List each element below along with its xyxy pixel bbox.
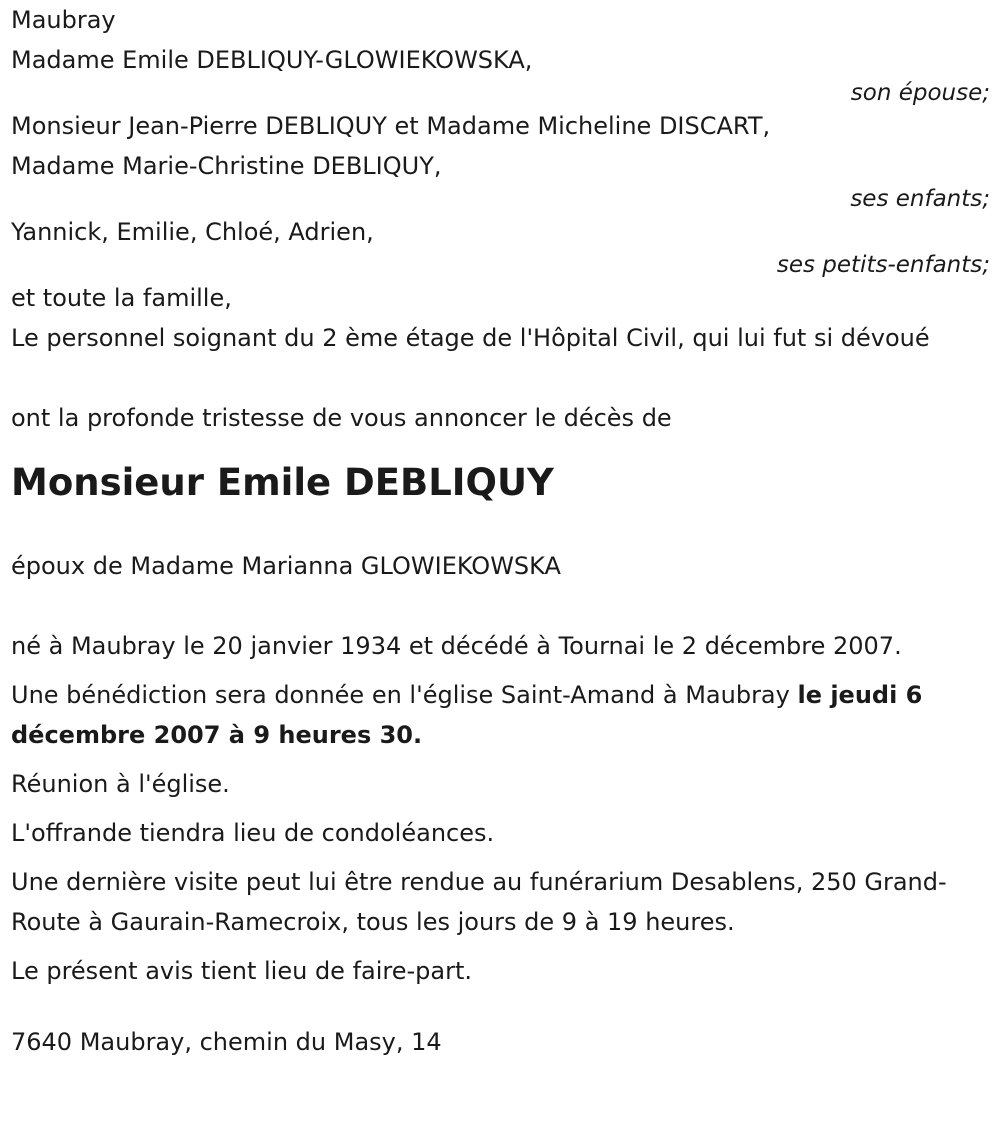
deceased-name: Monsieur Emile DEBLIQUY bbox=[11, 461, 554, 504]
place-header: Maubray bbox=[11, 6, 116, 34]
spouse-line: Madame Emile DEBLIQUY-GLOWIEKOWSKA, bbox=[11, 46, 533, 74]
grandchildren-line: Yannick, Emilie, Chloé, Adrien, bbox=[11, 218, 374, 246]
spouse-role: son épouse; bbox=[850, 80, 990, 106]
ceremony-text: Une bénédiction sera donnée en l'église Saint-Amand à Maubray bbox=[11, 681, 798, 709]
family-line: et toute la famille, bbox=[11, 284, 232, 312]
grandchildren-role: ses petits-enfants; bbox=[776, 252, 990, 278]
staff-line: Le personnel soignant du 2 ème étage de l'Hôpital Civil, qui lui fut si dévoué bbox=[11, 324, 930, 352]
ceremony-paragraph bbox=[11, 675, 990, 755]
visit-paragraph: Une dernière visite peut lui être rendue au funérarium Desablens, 250 Grand-Route à Gaurain-Ramecroix, tous les jours de 9 à 19 heures. bbox=[11, 868, 947, 936]
offering-line: L'offrande tiendra lieu de condoléances. bbox=[11, 819, 495, 847]
children-role: ses enfants; bbox=[850, 186, 990, 212]
children-line-1: Monsieur Jean-Pierre DEBLIQUY et Madame Micheline DISCART, bbox=[11, 112, 771, 140]
children-line-2: Madame Marie-Christine DEBLIQUY, bbox=[11, 152, 442, 180]
spacer bbox=[11, 1000, 990, 1022]
meeting-line: Réunion à l'église. bbox=[11, 770, 230, 798]
birth-death-line: né à Maubray le 20 janvier 1934 et décédé à Tournai le 2 décembre 2007. bbox=[11, 632, 902, 660]
spacer bbox=[11, 438, 990, 460]
announcement-intro: ont la profonde tristesse de vous annoncer le décès de bbox=[11, 404, 672, 432]
spacer bbox=[11, 506, 990, 546]
spacer bbox=[11, 358, 990, 398]
notice-line: Le présent avis tient lieu de faire-part. bbox=[11, 957, 473, 985]
spouse-of-line: époux de Madame Marianna GLOWIEKOWSKA bbox=[11, 552, 561, 580]
address-line: 7640 Maubray, chemin du Masy, 14 bbox=[11, 1028, 442, 1056]
spacer bbox=[11, 586, 990, 626]
ceremony-time: le jeudi 6 décembre 2007 à 9 heures 30. bbox=[11, 681, 923, 749]
